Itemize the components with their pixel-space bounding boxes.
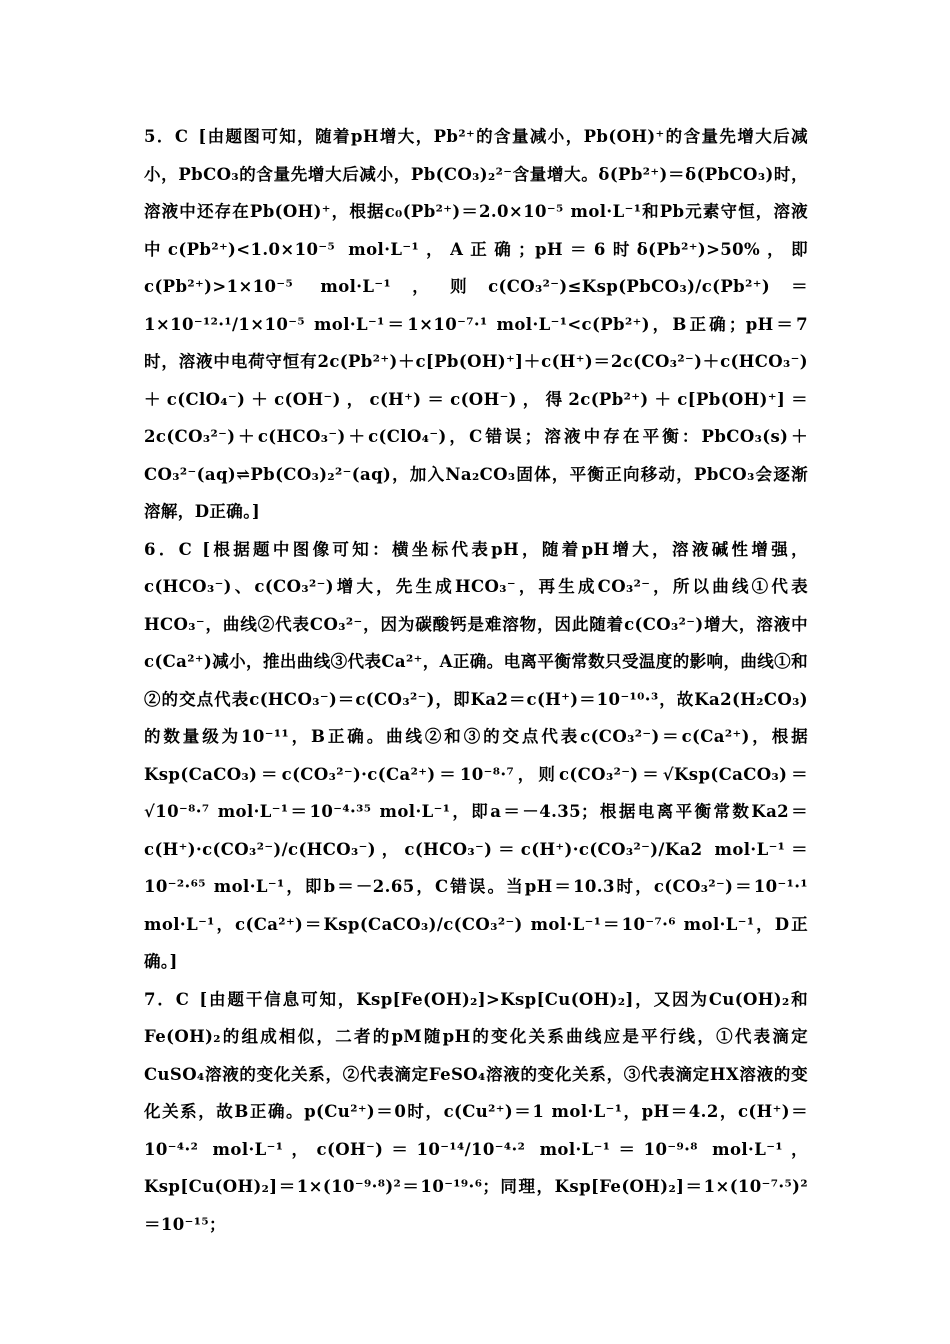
answer-7 [144,981,808,1244]
answer-7-text: [由题干信息可知，Ksp[Fe(OH)₂]>Ksp[Cu(OH)₂]，又因为Cu(OH)₂和Fe(OH)₂的组成相似，二者的pM随pH的变化关系曲线应是平行线，①代表滴定CuSO₄溶液的变化关系，②代表滴定FeSO₄溶液的变化关系，③代表滴定HX溶液的变化关系，故B正确。p(Cu²⁺)＝0时，c(Cu²⁺)＝1 mol·L⁻¹，pH＝4.2，c(H⁺)＝10⁻⁴·² mol·L⁻¹，c(OH⁻)＝10⁻¹⁴/10⁻⁴·² mol·L⁻¹＝10⁻⁹·⁸ mol·L⁻¹，Ksp[Cu(OH)₂]＝1×(10⁻⁹·⁸)²＝10⁻¹⁹·⁶；同理，Ksp[Fe(OH)₂]＝1×(10⁻⁷·⁵)²＝10⁻¹⁵； [144,989,808,1234]
answer-page [144,118,808,1243]
answer-5 [144,118,808,531]
answer-5-number: 5．C [144,127,189,146]
answer-6 [144,531,808,981]
answer-5-text: [由题图可知，随着pH增大，Pb²⁺的含量减小，Pb(OH)⁺的含量先增大后减小，PbCO₃的含量先增大后减小，Pb(CO₃)₂²⁻含量增大。δ(Pb²⁺)＝δ(PbCO₃)时，溶液中还存在Pb(OH)⁺，根据c₀(Pb²⁺)＝2.0×10⁻⁵ mol·L⁻¹和Pb元素守恒，溶液中c(Pb²⁺)<1.0×10⁻⁵ mol·L⁻¹，A正确；pH＝6时δ(Pb²⁺)>50%，即c(Pb²⁺)>1×10⁻⁵ mol·L⁻¹，则c(CO₃²⁻)≤Ksp(PbCO₃)/c(Pb²⁺)＝1×10⁻¹²·¹/1×10⁻⁵ mol·L⁻¹＝1×10⁻⁷·¹ mol·L⁻¹<c(Pb²⁺)，B正确；pH＝7时，溶液中电荷守恒有2c(Pb²⁺)＋c[Pb(OH)⁺]＋c(H⁺)＝2c(CO₃²⁻)＋c(HCO₃⁻)＋c(ClO₄⁻)＋c(OH⁻)，c(H⁺)＝c(OH⁻)，得2c(Pb²⁺)＋c[Pb(OH)⁺]＝2c(CO₃²⁻)＋c(HCO₃⁻)＋c(ClO₄⁻)，C错误；溶液中存在平衡：PbCO₃(s)＋CO₃²⁻(aq)⇌Pb(CO₃)₂²⁻(aq)，加入Na₂CO₃固体，平衡正向移动，PbCO₃会逐渐溶解，D正确。] [144,127,808,521]
answer-6-number: 6．C [144,539,193,559]
answer-7-number: 7．C [144,989,190,1009]
answer-6-text: [根据题中图像可知：横坐标代表pH，随着pH增大，溶液碱性增强，c(HCO₃⁻)、c(CO₃²⁻)增大，先生成HCO₃⁻，再生成CO₃²⁻，所以曲线①代表HCO₃⁻，曲线②代表CO₃²⁻，因为碳酸钙是难溶物，因此随着c(CO₃²⁻)增大，溶液中c(Ca²⁺)减小，推出曲线③代表Ca²⁺，A正确。电离平衡常数只受温度的影响，曲线①和②的交点代表c(HCO₃⁻)＝c(CO₃²⁻)，即Ka2＝c(H⁺)＝10⁻¹⁰·³，故Ka2(H₂CO₃)的数量级为10⁻¹¹，B正确。曲线②和③的交点代表c(CO₃²⁻)＝c(Ca²⁺)，根据Ksp(CaCO₃)＝c(CO₃²⁻)·c(Ca²⁺)＝10⁻⁸·⁷，则c(CO₃²⁻)＝√Ksp(CaCO₃)＝√10⁻⁸·⁷ mol·L⁻¹＝10⁻⁴·³⁵ mol·L⁻¹，即a＝－4.35；根据电离平衡常数Ka2＝c(H⁺)·c(CO₃²⁻)/c(HCO₃⁻)，c(HCO₃⁻)＝c(H⁺)·c(CO₃²⁻)/Ka2 mol·L⁻¹＝10⁻²·⁶⁵ mol·L⁻¹，即b＝－2.65，C错误。当pH＝10.3时，c(CO₃²⁻)＝10⁻¹·¹ mol·L⁻¹，c(Ca²⁺)＝Ksp(CaCO₃)/c(CO₃²⁻) mol·L⁻¹＝10⁻⁷·⁶ mol·L⁻¹，D正确。] [144,539,808,971]
